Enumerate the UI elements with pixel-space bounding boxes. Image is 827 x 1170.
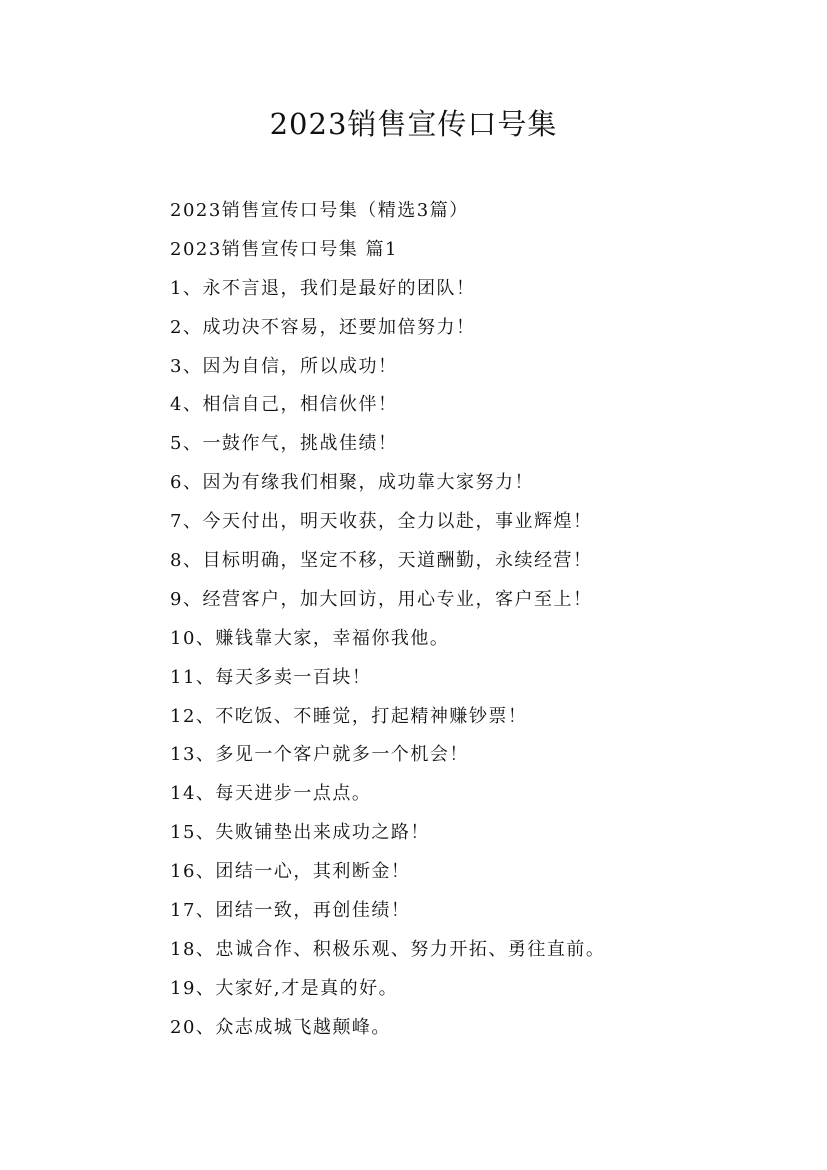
slogan-item: 16、团结一心，其利断金！ xyxy=(170,861,411,883)
slogan-item: 20、众志成城飞越颠峰。 xyxy=(170,1016,391,1038)
slogan-item: 7、今天付出，明天收获，全力以赴，事业辉煌！ xyxy=(170,511,593,533)
slogan-item: 6、因为有缘我们相聚，成功靠大家努力！ xyxy=(170,472,534,494)
slogan-item: 19、大家好,才是真的好。 xyxy=(170,977,399,999)
slogan-item: 11、每天多卖一百块！ xyxy=(170,666,372,688)
slogan-item: 9、经营客户，加大回访，用心专业，客户至上！ xyxy=(170,588,593,610)
slogan-item: 1、永不言退，我们是最好的团队！ xyxy=(170,277,476,299)
document-title: 2023销售宣传口号集 xyxy=(269,107,558,141)
slogan-item: 4、相信自己，相信伙伴！ xyxy=(170,394,398,416)
slogan-item: 8、目标明确，坚定不移，天道酬勤，永续经营！ xyxy=(170,550,593,572)
slogan-item: 3、因为自信，所以成功！ xyxy=(170,355,398,377)
slogan-item: 15、失败铺垫出来成功之路！ xyxy=(170,822,430,844)
slogan-item: 2、成功决不容易，还要加倍努力！ xyxy=(170,316,476,338)
slogan-item: 17、团结一致，再创佳绩！ xyxy=(170,900,411,922)
document-subtitle: 2023销售宣传口号集（精选3篇） xyxy=(170,200,469,221)
slogan-item: 13、多见一个客户就多一个机会！ xyxy=(170,744,469,766)
slogan-item: 5、一鼓作气，挑战佳绩！ xyxy=(170,433,398,455)
slogan-item: 12、不吃饭、不睡觉，打起精神赚钞票！ xyxy=(170,705,528,727)
slogan-item: 18、忠诚合作、积极乐观、努力开拓、勇往直前。 xyxy=(170,938,606,960)
document-body xyxy=(170,192,790,1048)
slogan-item: 10、赚钱靠大家，幸福你我他。 xyxy=(170,627,450,649)
slogan-item: 14、每天进步一点点。 xyxy=(170,783,372,805)
section-heading: 2023销售宣传口号集 篇1 xyxy=(170,238,398,260)
